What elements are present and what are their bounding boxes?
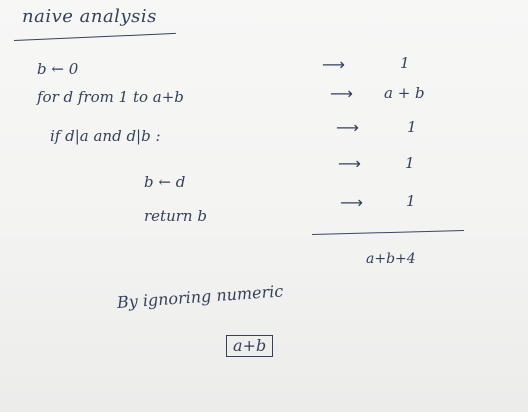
arrow-icon: ⟶ bbox=[340, 193, 363, 212]
code-line-return: return b bbox=[144, 207, 207, 225]
code-line-init: b ← 0 bbox=[37, 60, 79, 78]
code-line-if: if d|a and d|b : bbox=[50, 127, 161, 145]
arrow-icon: ⟶ bbox=[322, 55, 345, 74]
arrow-icon: ⟶ bbox=[336, 118, 359, 137]
title-underline bbox=[14, 33, 176, 41]
cost-return: 1 bbox=[406, 192, 416, 210]
sum-line bbox=[312, 230, 464, 235]
total-cost: a+b+4 bbox=[366, 251, 416, 267]
arrow-icon: ⟶ bbox=[338, 154, 361, 173]
cost-init: 1 bbox=[400, 54, 410, 72]
note-text: By ignoring numeric bbox=[116, 281, 284, 312]
cost-if: 1 bbox=[407, 118, 417, 136]
page-title: naive analysis bbox=[22, 6, 157, 27]
cost-assign: 1 bbox=[405, 154, 415, 172]
arrow-icon: ⟶ bbox=[330, 84, 353, 103]
code-line-assign: b ← d bbox=[144, 173, 186, 191]
boxed-result: a+b bbox=[226, 335, 273, 357]
cost-loop: a + b bbox=[384, 84, 425, 102]
code-line-for: for d from 1 to a+b bbox=[37, 88, 184, 106]
